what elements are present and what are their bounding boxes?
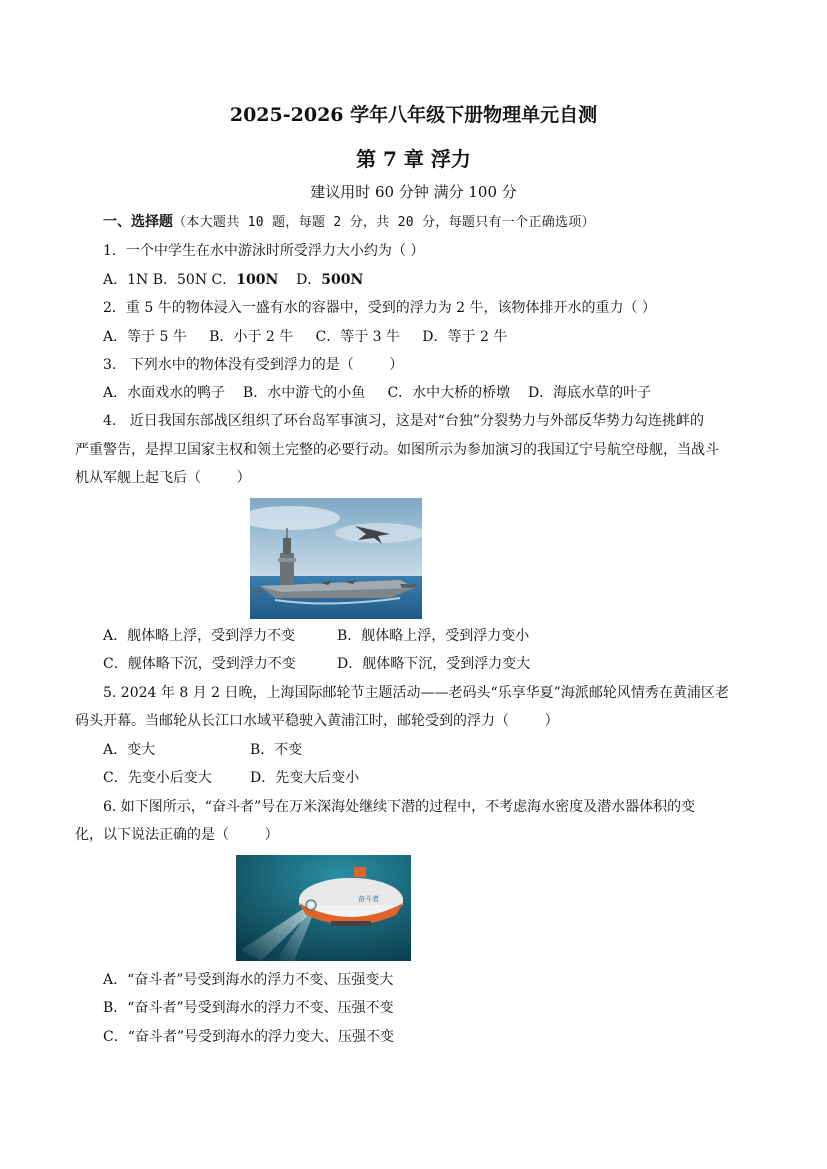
- q5-line2: 码头开幕。当邮轮从长江口水域平稳驶入黄浦江时，邮轮受到的浮力（ ）: [75, 713, 559, 729]
- q5-option-d: D．先变大后变小: [250, 770, 360, 786]
- q2-options: A．等于 5 牛 B．小于 2 牛 C．等于 3 牛 D．等于 2 牛: [103, 329, 508, 345]
- section-title: 一、选择题: [103, 214, 173, 230]
- q6-option-b: B．“奋斗者”号受到海水的浮力不变、压强不变: [103, 1000, 394, 1016]
- q2-stem: 2．重 5 牛的物体浸入一盛有水的容器中，受到的浮力为 2 牛，该物体排开水的重力（ ）: [103, 300, 656, 316]
- q5-line1: 5. 2024 年 8 月 2 日晚，上海国际邮轮节主题活动——老码头“乐享华夏”海派邮轮风情秀在黄浦区老: [103, 685, 729, 701]
- q4-option-a: A．舰体略上浮，受到浮力不变: [103, 628, 296, 644]
- q5-option-b: B．不变: [250, 742, 303, 758]
- q3-stem: 3. 下列水中的物体没有受到浮力的是（ ）: [103, 357, 404, 373]
- q6-option-a: A．“奋斗者”号受到海水的浮力不变、压强变大: [103, 972, 394, 988]
- q4-option-d: D．舰体略下沉，受到浮力变大: [337, 656, 531, 672]
- q5-option-a: A．变大: [103, 742, 156, 758]
- q4-option-c: C．舰体略下沉，受到浮力不变: [103, 656, 296, 672]
- q1-stem: 1．一个中学生在水中游泳时所受浮力大小约为（ ）: [103, 243, 425, 259]
- exam-meta: 建议用时 60 分钟 满分 100 分: [310, 183, 517, 201]
- aircraft-carrier-illustration: [250, 498, 422, 619]
- q1-option-d-prefix: D．: [278, 272, 322, 288]
- q4-line2: 严重警告，是捍卫国家主权和领土完整的必要行动。如图所示为参加演习的我国辽宁号航空母舰，当战斗: [75, 442, 719, 458]
- chapter-title: 第 7 章 浮力: [356, 147, 471, 171]
- q1-option-d-value: 500N: [321, 272, 364, 288]
- q4-line1: 4. 近日我国东部战区组织了环台岛军事演习，这是对“台独”分裂势力与外部反华势力勾连挑衅的: [103, 413, 705, 429]
- q1-option-c-value: 100N: [236, 272, 279, 288]
- q4-line3: 机从军舰上起飞后（ ）: [75, 470, 251, 486]
- submersible-illustration: [236, 855, 411, 961]
- aircraft-carrier-image: [250, 498, 422, 619]
- q6-line2: 化，以下说法正确的是（ ）: [75, 827, 279, 843]
- submersible-label: 奋斗者: [358, 895, 379, 903]
- section-heading: [103, 212, 595, 233]
- q1-options-ab: A．1N B．50N C．: [103, 272, 237, 288]
- exam-title: 2025-2026 学年八年级下册物理单元自测: [229, 104, 598, 126]
- q1-options: [103, 270, 363, 290]
- q3-options: A．水面戏水的鸭子 B．水中游弋的小鱼 C．水中大桥的桥墩 D．海底水草的叶子: [103, 385, 652, 401]
- q6-option-c: C．“奋斗者”号受到海水的浮力变大、压强不变: [103, 1029, 395, 1045]
- q5-option-c: C．先变小后变大: [103, 770, 212, 786]
- q4-option-b: B．舰体略上浮，受到浮力变小: [337, 628, 530, 644]
- section-note: （本大题共 10 题，每题 2 分，共 20 分，每题只有一个正确选项）: [173, 215, 595, 230]
- submersible-image: [236, 855, 411, 961]
- q6-line1: 6. 如下图所示，“奋斗者”号在万米深海处继续下潜的过程中，不考虑海水密度及潜水器体积的变: [103, 799, 696, 815]
